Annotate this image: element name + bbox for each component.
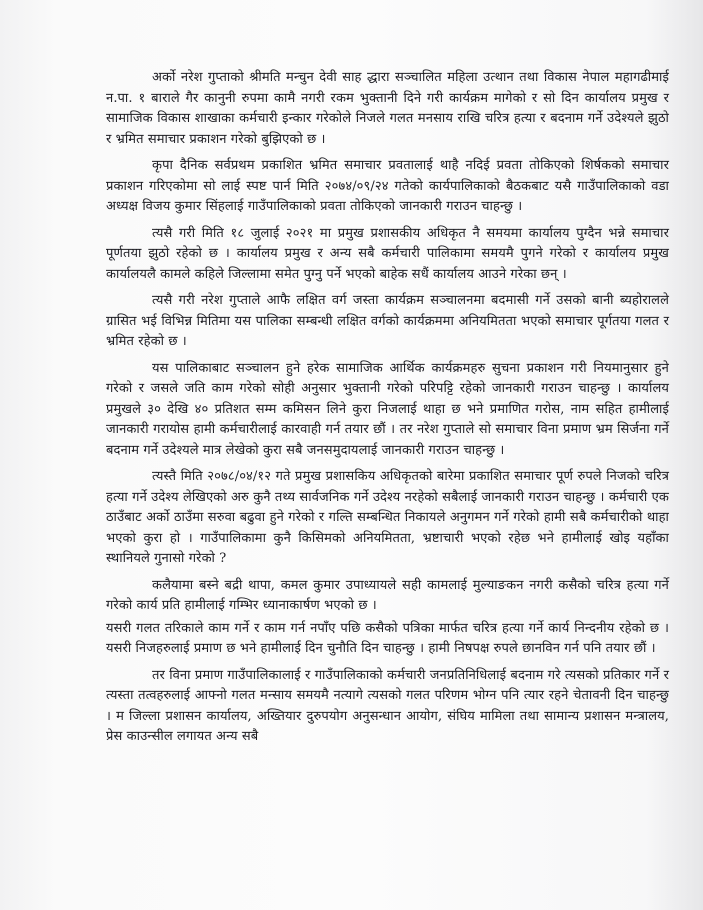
paragraph-5: यस पालिकाबाट सञ्चालन हुने हरेक सामाजिक आर्थिक कार्यक्रमहरु सुचना प्रकाशन गरी नियमानुसार हुने गरेको र जसले जति काम गरेको सोही अनुसार भुक्तानी गरेको परिपट्टि रहेको जानकारी गराउन चाहन्छु । कार्यालय प्रमुखले ३० देखि ४० प्रतिशत सम्म कमिसन लिने कुरा निजलाई थाहा छ भने प्रमाणित गरोस, नाम सहित हामीलाई जानकारी गरायोस हामी कर्मचारीलाई कारवाही गर्न तयार छौं । तर नरेश गुप्ताले सो समाचार विना प्रमाण भ्रम सिर्जना गर्ने बदनाम गर्ने उदेश्यले मात्र लेखेको कुरा सबै जनसमुदायलाई जानकारी गराउन चाहन्छु । bbox=[106, 360, 669, 458]
paragraph-8: यसरी गलत तरिकाले काम गर्ने र काम गर्न नपाँए पछि कसैको पत्रिका मार्फत चरित्र हत्या गर्ने कार्य निन्दनीय रहेको छ । यसरी निजहरुलाई प्रमाण छ भने हामीलाई दिन चुनौति दिन चाहन्छु । हामी निषपक्ष रुपले छानविन गर्न पनि तयार छौं । bbox=[106, 620, 669, 656]
letter-body bbox=[106, 68, 669, 754]
paragraph-3: त्यसै गरी मिति १८ जुलाई २०२१ मा प्रमुख प्रशासकीय अधिकृत नै समयमा कार्यालय पुग्दैन भन्ने समाचार पूर्णतया झुठो रहेको छ । कार्यालय प्रमुख र अन्य सबै कर्मचारी पालिकामा समयमै पुगने गरेको र कार्यालय प्रमुख कार्यालयलै कामले कहिले जिल्लामा समेत पुग्नु पर्ने भएको बाहेक सधैं कार्यालय आउने गरेका छन् । bbox=[106, 225, 669, 282]
paragraph-9: तर विना प्रमाण गाउँपालिकालाई र गाउँपालिकाको कर्मचारी जनप्रतिनिधिलाई बदनाम गरे त्यसको प्रतिकार गर्ने र त्यस्ता तत्वहरुलाई आफ्नो गलत मन्साय समयमै नत्यागे त्यसको गलत परिणम भोग्न पनि त्यार रहने चेतावनी दिन चाहन्छु । म जिल्ला प्रशासन कार्यालय, अख्तियार दुरुपयोग अनुसन्धान आयोग, संघिय मामिला तथा सामान्य प्रशासन मन्त्रालय, प्रेस काउन्सील लगायत अन्य सबै bbox=[106, 667, 669, 744]
paragraph-7: कलैयामा बस्ने बद्री थापा, कमल कुमार उपाध्यायले सही कामलाई मुल्याङकन नगरी कसैको चरित्र हत्या गर्ने गरेको कार्य प्रति हामीलाई गम्भिर ध्यानाकार्षण भएको छ । bbox=[106, 577, 669, 613]
paragraph-2: कृपा दैनिक सर्वप्रथम प्रकाशित भ्रमित समाचार प्रवतालाई थाहै नदिई प्रवता तोकिएको शिर्षकको समाचार प्रकाशन गरिएकोमा सो लाई स्पष्ट पार्न मिति २०७४/०९/२४ गतेको कार्यपालिकाको बैठकबाट यसै गाउँपालिकाको वडा अध्यक्ष विजय कुमार सिंहलाई गाउँपालिकाको प्रवता तोकिएको जानकारी गराउन चाहन्छु । bbox=[106, 158, 669, 214]
paragraph-4: त्यसै गरी नरेश गुप्ताले आफै लक्षित वर्ग जस्ता कार्यक्रम सञ्चालनमा बदमासी गर्ने उसको बानी ब्यहोरालले ग्रासित भई विभिन्न मितिमा यस पालिका सम्बन्धी लक्षित वर्गको कार्यक्रममा अनियमितता भएको समाचार पूर्गतया गलत र भ्रमित रहेको छ । bbox=[106, 293, 669, 349]
paragraph-6: त्यस्तै मिति २०७८/०४/१२ गते प्रमुख प्रशासकिय अधिकृतको बारेमा प्रकाशित समाचार पूर्ण रुपले निजको चरित्र हत्या गर्ने उदेश्य लेखिएको अरु कुनै तथ्य सार्वजनिक गर्ने उदेश्य नरहेको सबैलाई जानकारी गराउन चाहन्छु । कर्मचारी एक ठाउँबाट अर्को ठाउँमा सरुवा बढुवा हुने गरेको र गल्ति सम्बन्धित निकायले अनुगमन गर्ने गरेको हामी सबै कर्मचारीको थाहा भएको कुरा हो । गाउँपालिकामा कुनै किसिमको अनियमितता, भ्रष्टाचारी भएको रहेछ भने हामीलाई खोइ यहाँका स्थानियले गुनासो गरेको ? bbox=[106, 469, 670, 566]
paragraph-1: अर्को नरेश गुप्ताको श्रीमति मन्चुन देवी साह द्धारा सञ्चालित महिला उत्थान तथा विकास नेपाल महागढीमाई न.पा. १ बाराले गैर कानुनी रुपमा कामै नगरी रकम भुक्तानी दिने गरी कार्यक्रम मागेको र सो दिन कार्यालय प्रमुख र सामाजिक विकास शाखाका कर्मचारी इन्कार गरेकोले निजले गलत मनसाय राखि चरित्र हत्या र बदनाम गर्ने उदेश्यले झुठो र भ्रमित समाचार प्रकाशन गरेको बुझिएको छ । bbox=[106, 70, 669, 147]
